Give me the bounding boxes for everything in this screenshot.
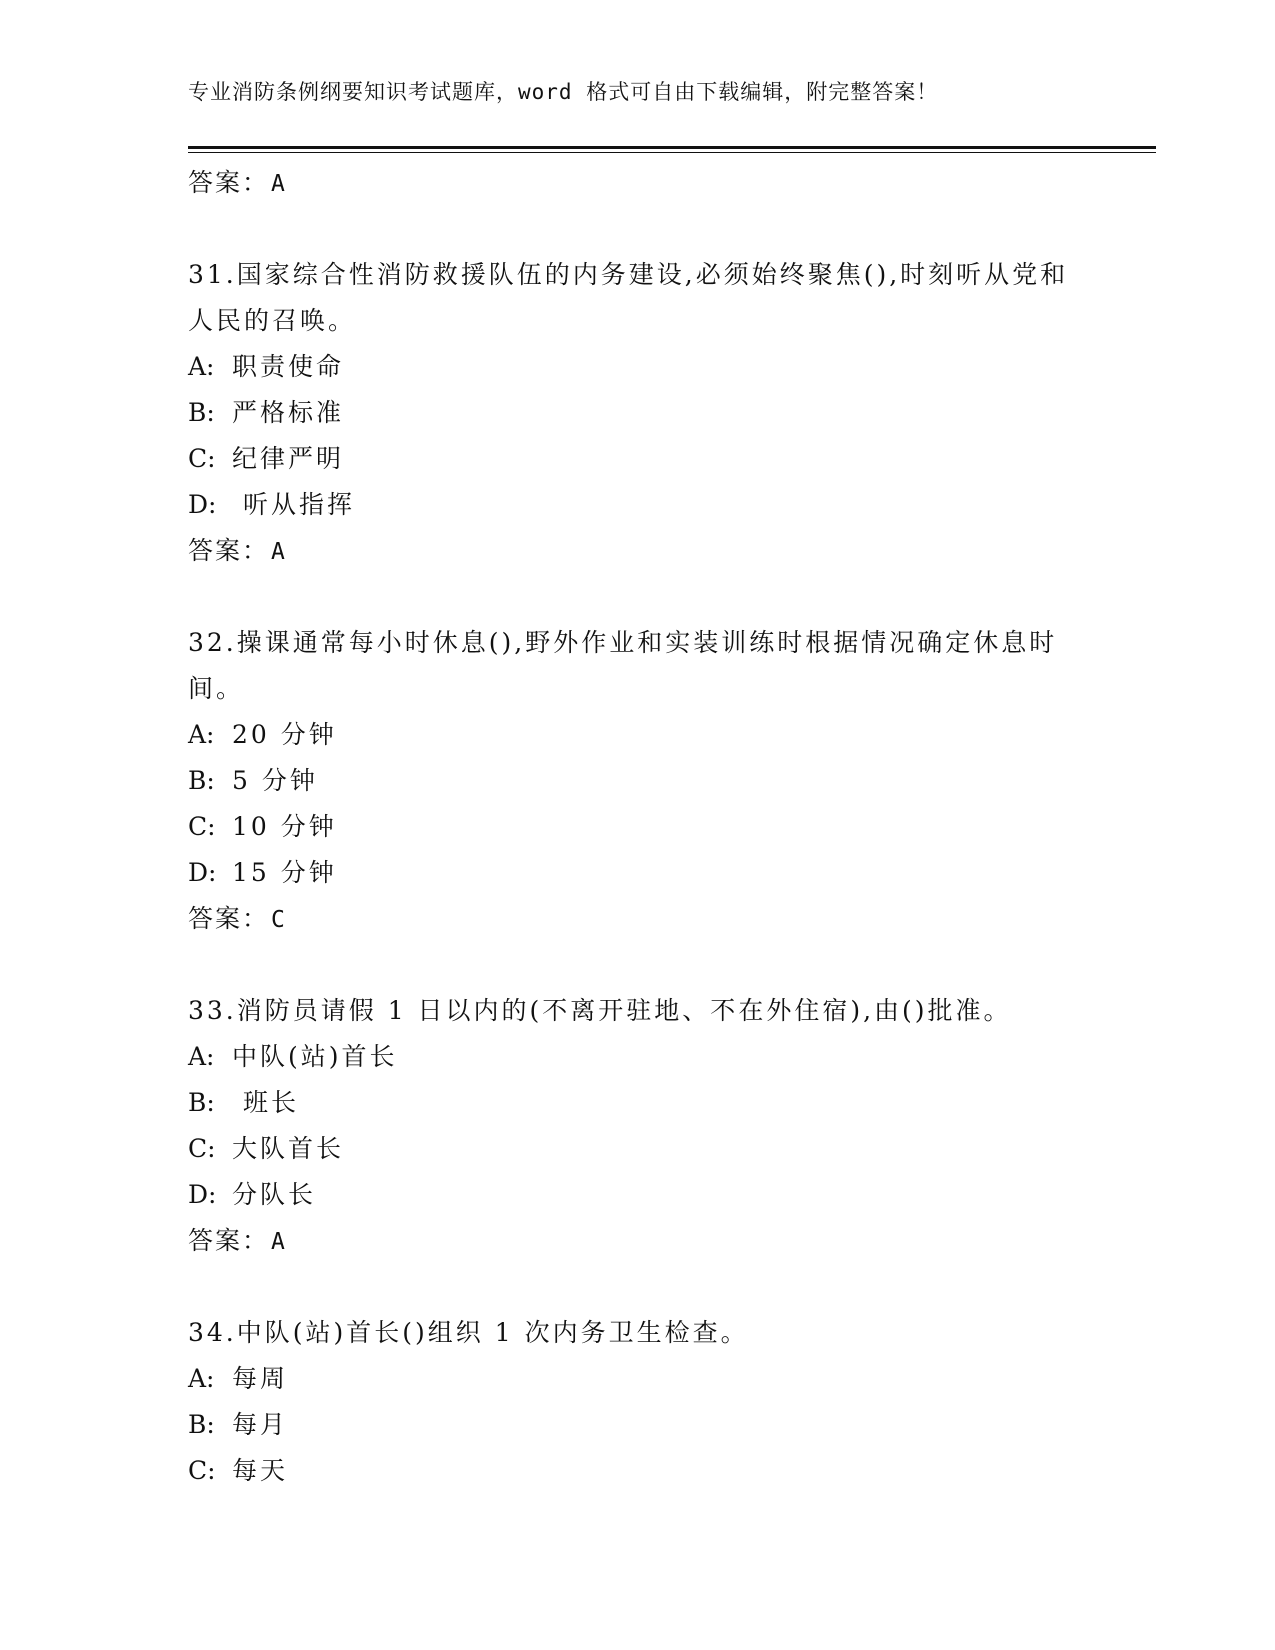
option-key: D: [188,1180,217,1209]
option-c [188,804,1088,850]
question-33 [188,988,1088,1264]
option-d [188,850,1088,896]
question-31 [188,252,1088,574]
option-d [188,1172,1088,1218]
option-d [188,482,1088,528]
option-text: 每周 [232,1364,289,1393]
document-body [188,160,1088,1494]
option-text: 中队(站)首长 [232,1042,398,1071]
option-key: B: [188,1088,215,1117]
answer-line [188,1218,1088,1264]
answer-value: A [271,1229,285,1255]
option-text: 每月 [232,1410,289,1439]
answer-label: 答案： [188,168,270,197]
answer-line [188,528,1088,574]
option-a [188,344,1088,390]
option-text: 严格标准 [232,398,345,427]
question-stem: 32.操课通常每小时休息(),野外作业和实装训练时根据情况确定休息时间。 [188,628,1058,703]
option-text: 10 分钟 [232,812,337,841]
question-34 [188,1310,1088,1494]
option-a [188,712,1088,758]
option-key: C: [188,1134,216,1163]
option-c [188,436,1088,482]
option-a [188,1034,1088,1080]
option-text: 分队长 [232,1180,317,1209]
option-text: 听从指挥 [232,490,355,519]
option-text: 班长 [232,1088,299,1117]
option-key: A: [188,1364,215,1393]
option-text: 每天 [232,1456,289,1485]
answer-label: 答案： [188,904,270,933]
option-key: C: [188,1456,216,1485]
question-32 [188,620,1088,942]
option-b [188,1080,1088,1126]
option-c [188,1448,1088,1494]
option-key: A: [188,1042,215,1071]
option-b [188,1402,1088,1448]
answer-value: C [271,907,285,933]
answer-label: 答案： [188,1226,270,1255]
option-key: D: [188,858,217,887]
page-header: 专业消防条例纲要知识考试题库，word 格式可自由下载编辑，附完整答案！ [188,80,939,104]
answer-value: A [271,539,285,565]
answer-value: A [271,171,285,197]
option-key: A: [188,352,215,381]
option-key: B: [188,1410,215,1439]
option-b [188,390,1088,436]
answer-line [188,160,1088,206]
answer-label: 答案： [188,536,270,565]
option-key: C: [188,812,216,841]
header-rule-thick [188,146,1156,149]
question-stem: 31.国家综合性消防救援队伍的内务建设,必须始终聚焦(),时刻听从党和人民的召唤。 [188,260,1069,335]
option-b [188,758,1088,804]
option-key: A: [188,720,215,749]
answer-line [188,896,1088,942]
option-key: C: [188,444,216,473]
header-rule-thin [188,152,1156,153]
option-key: B: [188,766,215,795]
question-stem: 34.中队(站)首长()组织 1 次内务卫生检查。 [188,1318,749,1347]
option-key: D: [188,490,217,519]
question-stem: 33.消防员请假 1 日以内的(不离开驻地、不在外住宿),由()批准。 [188,996,1012,1025]
option-key: B: [188,398,215,427]
option-a [188,1356,1088,1402]
option-text: 职责使命 [232,352,345,381]
option-text: 5 分钟 [232,766,318,795]
option-text: 15 分钟 [232,858,337,887]
option-text: 20 分钟 [232,720,337,749]
option-c [188,1126,1088,1172]
option-text: 大队首长 [232,1134,345,1163]
option-text: 纪律严明 [232,444,345,473]
